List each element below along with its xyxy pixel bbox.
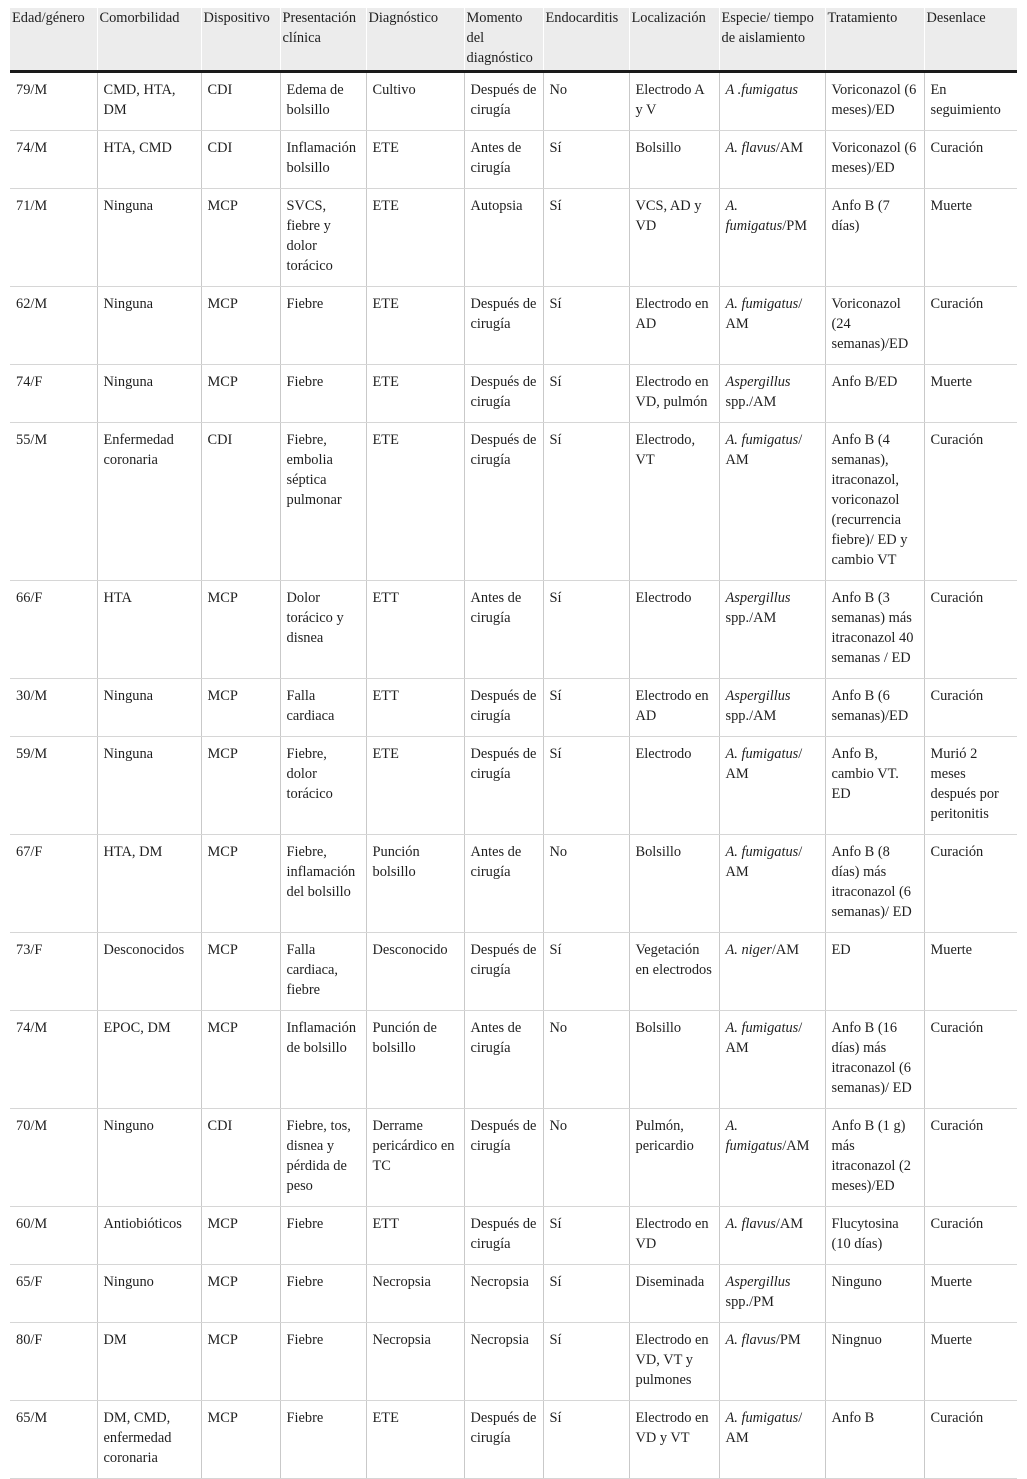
cell-comorbilidad: Ninguna [97,189,201,287]
cell-especie [719,1323,825,1401]
cell-endocarditis: Sí [543,679,629,737]
cell-comorbilidad: Enfermedad coronaria [97,423,201,581]
species-name: A. flavus [725,140,776,156]
cell-diagnostico: Derrame pericárdico en TC [366,1109,464,1207]
cell-tratamiento: Anfo B (1 g) más itraconazol (2 meses)/ED [825,1109,924,1207]
table-row [10,1265,1017,1323]
isolation-time: /PM [782,218,808,234]
cell-especie [719,423,825,581]
cell-tratamiento: Ninguno [825,1265,924,1323]
cell-edad: 62/M [10,287,97,365]
species-name: A. niger [725,942,772,958]
cell-edad: 74/F [10,365,97,423]
species-name: A. fumigatus [725,1020,799,1036]
cell-momento: Después de cirugía [464,737,543,835]
cell-tratamiento: Anfo B (7 días) [825,189,924,287]
cell-momento: Después de cirugía [464,933,543,1011]
cell-diagnostico: ETE [366,189,464,287]
cell-desenlace: Curación [924,1207,1017,1265]
cell-tratamiento: Voriconazol (24 semanas)/ED [825,287,924,365]
header-especie: Especie/ tiempo de aislamiento [719,8,825,72]
cell-localizacion: Electrodo en VD y VT [629,1401,719,1479]
table-row [10,737,1017,835]
isolation-time: /AM [782,1138,810,1154]
species-name: A. fumigatus [725,432,799,448]
cell-especie [719,679,825,737]
cell-tratamiento: Anfo B (8 días) más itraconazol (6 semanas)/ ED [825,835,924,933]
header-comorbilidad: Comorbilidad [97,8,201,72]
cell-tratamiento: Anfo B (16 días) más itraconazol (6 semanas)/ ED [825,1011,924,1109]
cell-edad: 74/M [10,1011,97,1109]
cell-dispositivo: MCP [201,1207,280,1265]
cell-momento: Después de cirugía [464,1401,543,1479]
cell-localizacion: Electrodo, VT [629,423,719,581]
table-row [10,72,1017,131]
species-name: Aspergillus [725,590,791,606]
cell-especie [719,1109,825,1207]
cell-especie [719,72,825,131]
header-localizacion: Localización [629,8,719,72]
cell-diagnostico: Punción bolsillo [366,835,464,933]
cell-desenlace: Curación [924,679,1017,737]
header-tratamiento: Tratamiento [825,8,924,72]
cell-especie [719,1265,825,1323]
cell-desenlace: Curación [924,287,1017,365]
cell-localizacion: Electrodo en VD, VT y pulmones [629,1323,719,1401]
cell-presentacion: Inflamación de bolsillo [280,1011,366,1109]
isolation-time: spp./PM [725,1294,774,1310]
cell-comorbilidad: Antiobióticos [97,1207,201,1265]
cell-localizacion: Bolsillo [629,835,719,933]
document-page [10,8,1017,1479]
table-row [10,933,1017,1011]
table-row [10,1401,1017,1479]
cell-presentacion: Fiebre [280,1207,366,1265]
table-row [10,581,1017,679]
cell-comorbilidad: EPOC, DM [97,1011,201,1109]
cell-localizacion: Electrodo en VD [629,1207,719,1265]
species-name: A .fumigatus [725,82,798,98]
cell-edad: 30/M [10,679,97,737]
cell-desenlace: Curación [924,131,1017,189]
header-diagnostico: Diagnóstico [366,8,464,72]
cell-momento: Después de cirugía [464,72,543,131]
cell-especie [719,933,825,1011]
cell-especie [719,287,825,365]
cell-desenlace: Muerte [924,1265,1017,1323]
cell-dispositivo: MCP [201,1265,280,1323]
cell-endocarditis: Sí [543,1207,629,1265]
species-name: A. fumigatus [725,296,799,312]
cell-localizacion: Electrodo en AD [629,287,719,365]
cell-especie [719,581,825,679]
cell-presentacion: SVCS, fiebre y dolor torácico [280,189,366,287]
cell-edad: 65/F [10,1265,97,1323]
isolation-time: /AM [775,140,804,156]
cell-especie [719,1011,825,1109]
cell-comorbilidad: Ninguna [97,679,201,737]
cell-desenlace: En seguimiento [924,72,1017,131]
cell-presentacion: Fiebre [280,1401,366,1479]
table-row [10,189,1017,287]
cell-tratamiento: Anfo B [825,1401,924,1479]
cell-endocarditis: No [543,1109,629,1207]
isolation-time: spp./AM [725,394,777,410]
table-row [10,365,1017,423]
cell-desenlace: Muerte [924,189,1017,287]
cell-diagnostico: ETE [366,365,464,423]
cell-comorbilidad: DM [97,1323,201,1401]
cell-desenlace: Muerte [924,1323,1017,1401]
cell-dispositivo: MCP [201,835,280,933]
header-endocarditis: Endocarditis [543,8,629,72]
cell-endocarditis: Sí [543,423,629,581]
table-row [10,1323,1017,1401]
cell-dispositivo: CDI [201,131,280,189]
cell-tratamiento: Flucytosina (10 días) [825,1207,924,1265]
cell-dispositivo: CDI [201,423,280,581]
cell-comorbilidad: HTA [97,581,201,679]
cell-endocarditis: No [543,1011,629,1109]
cell-especie [719,737,825,835]
cell-especie [719,1207,825,1265]
cell-comorbilidad: Ninguno [97,1265,201,1323]
cell-dispositivo: CDI [201,1109,280,1207]
header-presentacion: Presentación clínica [280,8,366,72]
cell-endocarditis: Sí [543,189,629,287]
cell-tratamiento: Voriconazol (6 meses)/ED [825,72,924,131]
cell-presentacion: Fiebre, dolor torácico [280,737,366,835]
cell-endocarditis: Sí [543,365,629,423]
cell-dispositivo: MCP [201,189,280,287]
cell-diagnostico: ETE [366,423,464,581]
cell-momento: Después de cirugía [464,287,543,365]
cell-comorbilidad: Ninguna [97,737,201,835]
cell-presentacion: Falla cardiaca [280,679,366,737]
table-row [10,1011,1017,1109]
table-row [10,131,1017,189]
cell-presentacion: Dolor torácico y disnea [280,581,366,679]
cell-localizacion: Bolsillo [629,131,719,189]
cell-desenlace: Curación [924,423,1017,581]
isolation-time: /AM [771,942,800,958]
cell-localizacion: Electrodo [629,581,719,679]
header-desenlace: Desenlace [924,8,1017,72]
cell-momento: Antes de cirugía [464,131,543,189]
cell-comorbilidad: DM, CMD, enfermedad coronaria [97,1401,201,1479]
cell-momento: Necropsia [464,1265,543,1323]
cell-tratamiento: ED [825,933,924,1011]
cell-edad: 66/F [10,581,97,679]
table-row [10,423,1017,581]
cell-endocarditis: Sí [543,933,629,1011]
cell-momento: Autopsia [464,189,543,287]
cell-edad: 80/F [10,1323,97,1401]
cell-desenlace: Curación [924,581,1017,679]
cell-especie [719,365,825,423]
cell-desenlace: Muerte [924,933,1017,1011]
cell-tratamiento: Anfo B (6 semanas)/ED [825,679,924,737]
cell-edad: 60/M [10,1207,97,1265]
isolation-time: spp./AM [725,610,777,626]
cell-localizacion: Pulmón, pericardio [629,1109,719,1207]
cell-comorbilidad: HTA, DM [97,835,201,933]
cell-endocarditis: Sí [543,581,629,679]
species-name: Aspergillus [725,1274,791,1290]
cell-edad: 67/F [10,835,97,933]
header-momento: Momento del diagnóstico [464,8,543,72]
cell-diagnostico: Desconocido [366,933,464,1011]
cell-diagnostico: Cultivo [366,72,464,131]
table-row [10,1109,1017,1207]
cell-dispositivo: MCP [201,679,280,737]
cell-dispositivo: MCP [201,933,280,1011]
cell-dispositivo: CDI [201,72,280,131]
cell-momento: Después de cirugía [464,423,543,581]
species-name: A. flavus [725,1332,776,1348]
cell-endocarditis: Sí [543,287,629,365]
cell-edad: 65/M [10,1401,97,1479]
cell-edad: 79/M [10,72,97,131]
cell-diagnostico: ETE [366,737,464,835]
cell-presentacion: Fiebre [280,287,366,365]
cell-localizacion: Electrodo en VD, pulmón [629,365,719,423]
cell-edad: 55/M [10,423,97,581]
cell-dispositivo: MCP [201,581,280,679]
isolation-time: / AM [725,1020,803,1056]
cell-presentacion: Fiebre [280,1323,366,1401]
species-name: A. fumigatus [725,746,799,762]
header-dispositivo: Dispositivo [201,8,280,72]
table-row [10,1207,1017,1265]
cell-presentacion: Edema de bolsillo [280,72,366,131]
cell-momento: Antes de cirugía [464,581,543,679]
cell-endocarditis: Sí [543,131,629,189]
cell-dispositivo: MCP [201,1323,280,1401]
cell-endocarditis: No [543,72,629,131]
cell-endocarditis: Sí [543,1401,629,1479]
cell-localizacion: Electrodo [629,737,719,835]
isolation-time: / AM [725,296,803,332]
species-name: A. flavus [725,1216,776,1232]
isolation-time: / AM [725,746,803,782]
cell-especie [719,835,825,933]
cell-diagnostico: Necropsia [366,1265,464,1323]
cell-diagnostico: ETE [366,131,464,189]
table-row [10,287,1017,365]
cell-tratamiento: Anfo B, cambio VT. ED [825,737,924,835]
cell-localizacion: Electrodo en AD [629,679,719,737]
cell-localizacion: Diseminada [629,1265,719,1323]
isolation-time: /PM [775,1332,801,1348]
cell-comorbilidad: CMD, HTA, DM [97,72,201,131]
table-row [10,679,1017,737]
cell-diagnostico: ETT [366,679,464,737]
species-name: Aspergillus [725,374,791,390]
cell-desenlace: Curación [924,1011,1017,1109]
cell-momento: Después de cirugía [464,679,543,737]
cell-presentacion: Inflamación bolsillo [280,131,366,189]
cell-presentacion: Fiebre [280,1265,366,1323]
cell-comorbilidad: HTA, CMD [97,131,201,189]
cell-momento: Después de cirugía [464,1207,543,1265]
cell-tratamiento: Anfo B/ED [825,365,924,423]
cell-momento: Antes de cirugía [464,835,543,933]
cell-desenlace: Curación [924,1401,1017,1479]
isolation-time: spp./AM [725,708,777,724]
cell-localizacion: Electrodo A y V [629,72,719,131]
species-name: A. fumigatus [725,1410,799,1426]
cell-comorbilidad: Ninguna [97,287,201,365]
cell-momento: Antes de cirugía [464,1011,543,1109]
cell-tratamiento: Voriconazol (6 meses)/ED [825,131,924,189]
cell-diagnostico: Necropsia [366,1323,464,1401]
cell-dispositivo: MCP [201,737,280,835]
cell-presentacion: Fiebre, tos, disnea y pérdida de peso [280,1109,366,1207]
cell-endocarditis: Sí [543,737,629,835]
cell-presentacion: Fiebre, inflamación del bolsillo [280,835,366,933]
table-row [10,835,1017,933]
cell-endocarditis: No [543,835,629,933]
cell-edad: 71/M [10,189,97,287]
cell-presentacion: Falla cardiaca, fiebre [280,933,366,1011]
cell-dispositivo: MCP [201,1401,280,1479]
cell-presentacion: Fiebre, embolia séptica pulmonar [280,423,366,581]
cell-comorbilidad: Ninguna [97,365,201,423]
cell-diagnostico: ETT [366,1207,464,1265]
isolation-time: / AM [725,432,803,468]
aspergillus-cases-table [10,8,1017,1479]
cell-endocarditis: Sí [543,1265,629,1323]
species-name: Aspergillus [725,688,791,704]
header-edad: Edad/género [10,8,97,72]
cell-localizacion: VCS, AD y VD [629,189,719,287]
isolation-time: /AM [775,1216,804,1232]
cell-comorbilidad: Ninguno [97,1109,201,1207]
table-body [10,72,1017,1479]
cell-desenlace: Muerte [924,365,1017,423]
species-name: A. fumigatus [725,1118,783,1154]
cell-dispositivo: MCP [201,287,280,365]
species-name: A. fumigatus [725,844,799,860]
species-name: A. fumigatus [725,198,783,234]
cell-localizacion: Bolsillo [629,1011,719,1109]
cell-diagnostico: ETE [366,1401,464,1479]
cell-desenlace: Curación [924,835,1017,933]
cell-endocarditis: Sí [543,1323,629,1401]
cell-diagnostico: Punción de bolsillo [366,1011,464,1109]
cell-edad: 59/M [10,737,97,835]
header-row [10,8,1017,72]
cell-edad: 70/M [10,1109,97,1207]
cell-presentacion: Fiebre [280,365,366,423]
cell-edad: 73/F [10,933,97,1011]
cell-localizacion: Vegetación en electrodos [629,933,719,1011]
cell-momento: Después de cirugía [464,1109,543,1207]
cell-dispositivo: MCP [201,365,280,423]
cell-tratamiento: Anfo B (4 semanas), itraconazol, voriconazol (recurrencia fiebre)/ ED y cambio VT [825,423,924,581]
isolation-time: / AM [725,1410,803,1446]
cell-diagnostico: ETT [366,581,464,679]
cell-especie [719,189,825,287]
cell-desenlace: Curación [924,1109,1017,1207]
cell-desenlace: Murió 2 meses después por peritonitis [924,737,1017,835]
cell-tratamiento: Ningnuo [825,1323,924,1401]
cell-tratamiento: Anfo B (3 semanas) más itraconazol 40 semanas / ED [825,581,924,679]
cell-momento: Después de cirugía [464,365,543,423]
cell-dispositivo: MCP [201,1011,280,1109]
cell-diagnostico: ETE [366,287,464,365]
cell-edad: 74/M [10,131,97,189]
isolation-time: / AM [725,844,803,880]
cell-especie [719,131,825,189]
cell-comorbilidad: Desconocidos [97,933,201,1011]
cell-momento: Necropsia [464,1323,543,1401]
cell-especie [719,1401,825,1479]
